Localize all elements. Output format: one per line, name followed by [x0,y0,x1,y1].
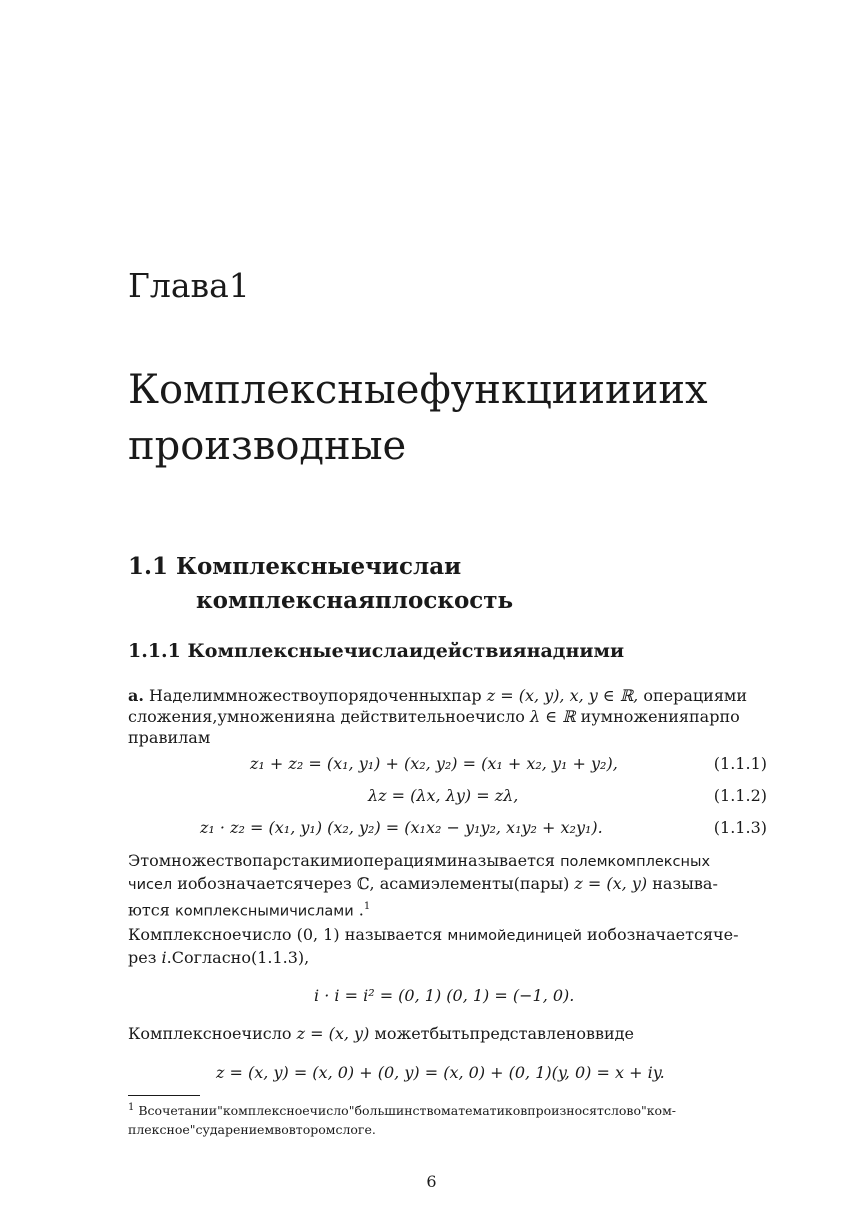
math-inline: λ ∈ ℝ [530,707,576,726]
section-heading [128,550,513,618]
equation-1-1-3: z₁ · z₂ = (x₁, y₁) (x₂, y₂) = (x₁x₂ − y₁y₂, x₁y₂ + x₂y₁). [200,818,603,837]
text: называется [344,925,443,944]
term: мнимойединицей [447,928,582,944]
text: Комплексноечисло [128,1024,292,1043]
math-inline: z = (x, y), x, y ∈ ℝ, [486,686,639,705]
footnote-text: Всочетании"комплексноечисло"большинствоматематиковпроизносятслово"ком-плексное"сударениемвовторомслоге. [128,1103,677,1138]
chapter-title-line2: производные [128,423,407,469]
math-inline: z = (x, y) [296,1024,370,1043]
term: комплекснымичислами [174,903,354,920]
text: Наделиммножествоупорядоченныхпар [149,686,482,705]
footnote-mark: 1 [128,1102,135,1113]
paragraph-imaginary-unit [128,924,768,968]
chapter-title [128,362,708,474]
paragraph-definition [128,685,768,748]
footnote [128,1098,768,1139]
paragraph-label: а. [128,686,144,705]
subsection-heading: 1.1.1 Комплексныечислаидействиянадними [128,640,625,662]
equation-1-1-1: z₁ + z₂ = (x₁, y₁) + (x₂, y₂) = (x₁ + x₂, y₁ + y₂), [250,754,618,773]
math-inline: z = (x, y) [574,874,648,893]
page-number: 6 [426,1172,437,1191]
math-inline: ℂ, [356,874,375,893]
equation-number: (1.1.3) [713,818,767,837]
text: асамиэлементы(пары) [379,874,570,893]
chapter-title-line1: Комплексныефункцииииих [128,367,708,413]
text: Комплексноечисло [128,925,292,944]
text: . [358,900,364,920]
text: рез [128,948,157,967]
text: называ- [652,874,718,893]
text: иобозначаетсячерез [177,874,352,893]
section-heading-line1: 1.1 Комплексныечислаи [128,553,462,580]
equation-number: (1.1.2) [713,786,767,805]
footnote-mark: 1 [363,901,371,912]
footnote-rule [128,1095,200,1096]
equation-x-plus-iy: z = (x, y) = (x, 0) + (0, y) = (x, 0) + (0, 1)(y, 0) = x + iy. [216,1063,665,1082]
section-heading-line2: комплекснаяплоскость [196,587,514,614]
text: ются [128,900,170,920]
paragraph-field-definition [128,850,768,922]
text: правилам [128,728,211,747]
chapter-label: Глава1 [128,266,250,305]
equation-number: (1.1.1) [713,754,767,773]
math-inline: (0, 1) [296,925,340,944]
equation-1-1-2: λz = (λx, λy) = zλ, [368,786,519,805]
text: сложения,умноженияна действительноечисло [128,707,525,726]
text: иумноженияпарпо [580,707,740,726]
text: .Согласно(1.1.3), [166,948,310,967]
term: чисел [128,877,173,893]
text: иобозначаетсяче- [587,925,739,944]
text: Этомножествопарстакимиоперацияминазывается [128,851,555,870]
equation-i-squared: i · i = i² = (0, 1) (0, 1) = (−1, 0). [314,986,575,1005]
math-inline: i [161,948,167,967]
paragraph-representation [128,1023,768,1044]
term: полемкомплексных [560,854,711,870]
text: операциями [643,686,748,705]
text: можетбытьпредставленоввиде [374,1024,634,1043]
